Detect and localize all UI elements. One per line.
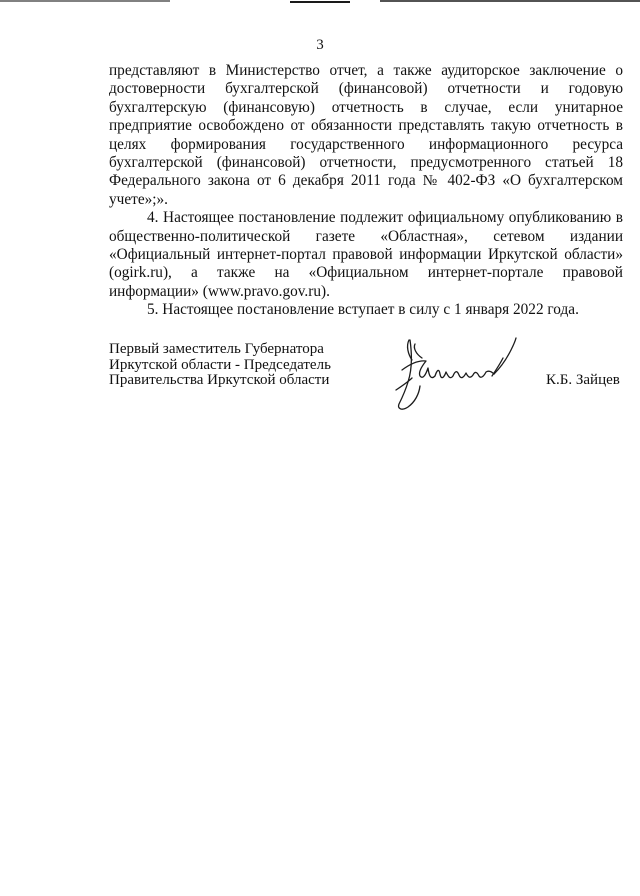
scan-edge-mark [0, 0, 170, 2]
signer-position-line: Иркутской области - Председатель [109, 356, 331, 373]
scan-edge-mark [290, 1, 350, 3]
page-number: 3 [316, 37, 324, 53]
paragraph-publication: 4. Настоящее постановление подлежит официальному опубликованию в общественно-политической газете «Областная», сетевом издании «Официальный интернет-портал правовой информации Иркутской области» (ogirk.ru), а также на «Официальном интернет-портале правовой информации» (www.pravo.gov.ru). [109, 209, 623, 300]
signer-position-line: Первый заместитель Губернатора [109, 341, 324, 357]
signer-name: К.Б. Зайцев [546, 372, 620, 388]
signer-position-line: Правительства Иркутской области [109, 372, 330, 388]
paragraph-continuation: представляют в Министерство отчет, а также аудиторское заключение о достоверности бухгалтерской (финансовой) отчетности и годовую бухгалтерскую (финансовую) отчетность в случае, если унитарное предприятие освобождено от обязанности представлять такую отчетность в целях формирования государственного информационного ресурса бухгалтерской (финансовой) отчетности, предусмотренного статьей 18 Федерального закона от 6 декабря 2011 года № 402-ФЗ «О бухгалтерском учете»;». [109, 62, 623, 208]
paragraph-effective-date: 5. Настоящее постановление вступает в силу с 1 января 2022 года. [147, 301, 579, 319]
signer-position [109, 342, 331, 389]
scan-edge-mark [380, 0, 640, 2]
document-body [109, 62, 623, 320]
handwritten-signature [382, 330, 532, 416]
